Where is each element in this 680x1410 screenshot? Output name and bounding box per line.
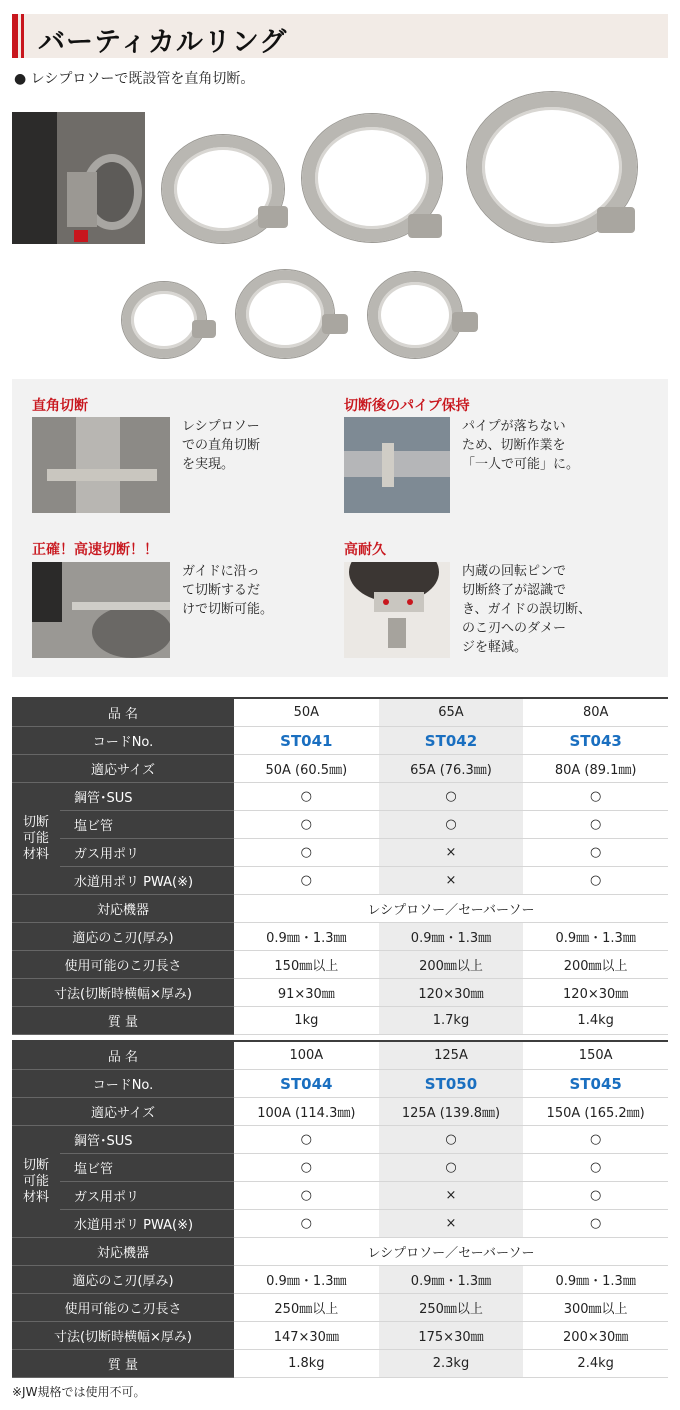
clamp-image xyxy=(408,214,442,238)
cell-name: 65A xyxy=(379,698,524,727)
subtitle: ● レシプロソーで既設管を直角切断。 xyxy=(14,71,255,87)
cell-blade-length: 200㎜以上 xyxy=(379,951,524,979)
cell-machine: レシプロソー／セーバーソー xyxy=(234,1238,668,1266)
cell-material: ○ xyxy=(234,811,379,839)
cell-blade-length: 200㎜以上 xyxy=(523,951,668,979)
feature-text-line: のこ刃へのダメー xyxy=(462,621,567,636)
cell-code: ST044 xyxy=(234,1070,379,1098)
cell-weight: 1.7kg xyxy=(379,1007,524,1035)
feature-text-line: パイプが落ちない xyxy=(462,419,566,434)
row-label-material: 鋼管･SUS xyxy=(60,1126,234,1154)
cell-material: ○ xyxy=(523,839,668,867)
row-label-material: 水道用ポリ PWA(※) xyxy=(60,1210,234,1238)
cell-material: ○ xyxy=(379,811,524,839)
row-label-name: 品 名 xyxy=(12,1041,234,1070)
table-row xyxy=(12,979,668,1007)
cell-code: ST050 xyxy=(379,1070,524,1098)
cell-material: × xyxy=(379,839,524,867)
group-label-line: 切断 xyxy=(22,814,49,830)
cell-dimension: 147×30㎜ xyxy=(234,1322,379,1350)
row-label-dimension: 寸法(切断時横幅×厚み) xyxy=(12,979,234,1007)
table-row xyxy=(12,698,668,727)
title-accent-bar-thin xyxy=(21,14,24,58)
table-row xyxy=(12,1182,668,1210)
group-label-line: 切断 xyxy=(22,1157,49,1173)
clamp-image xyxy=(192,320,216,338)
cell-material: × xyxy=(379,867,524,895)
table-row xyxy=(12,1098,668,1126)
title-accent-bar xyxy=(12,14,18,58)
footnote: ※JW規格では使用不可。 xyxy=(12,1385,146,1399)
cell-weight: 1.8kg xyxy=(234,1350,379,1378)
cell-material: ○ xyxy=(523,1154,668,1182)
feature-text-line: を実現。 xyxy=(182,457,235,472)
row-label-material: ガス用ポリ xyxy=(60,839,234,867)
feature-heading-durable: 高耐久 xyxy=(344,542,386,558)
cell-material: ○ xyxy=(523,867,668,895)
cell-weight: 2.3kg xyxy=(379,1350,524,1378)
table-row xyxy=(12,811,668,839)
clamp-image xyxy=(597,207,635,233)
cell-blade: 0.9㎜・1.3㎜ xyxy=(234,923,379,951)
cell-blade: 0.9㎜・1.3㎜ xyxy=(379,923,524,951)
row-group-material xyxy=(12,783,60,895)
row-label-machine: 対応機器 xyxy=(12,895,234,923)
title-bar xyxy=(12,14,668,58)
cell-name: 125A xyxy=(379,1041,524,1070)
cell-code: ST042 xyxy=(379,727,524,755)
clamp-image xyxy=(452,312,478,332)
row-label-size: 適応サイズ xyxy=(12,755,234,783)
table-row xyxy=(12,783,668,811)
cell-blade: 0.9㎜・1.3㎜ xyxy=(234,1266,379,1294)
cell-material: × xyxy=(379,1182,524,1210)
feature-text-line: ジを軽減。 xyxy=(462,640,528,655)
table-row xyxy=(12,1238,668,1266)
row-label-name: 品 名 xyxy=(12,698,234,727)
cell-name: 50A xyxy=(234,698,379,727)
table-row xyxy=(12,1070,668,1098)
feature-text-line: レシプロソー xyxy=(182,419,260,434)
cell-size: 150A (165.2㎜) xyxy=(523,1098,668,1126)
ring-100a-image xyxy=(368,272,462,358)
row-label-material: 塩ビ管 xyxy=(60,811,234,839)
cell-material: ○ xyxy=(523,811,668,839)
cell-dimension: 91×30㎜ xyxy=(234,979,379,1007)
row-label-machine: 対応機器 xyxy=(12,1238,234,1266)
clamp-image xyxy=(322,314,348,334)
row-label-material: 塩ビ管 xyxy=(60,1154,234,1182)
feature-text-pipe-hold xyxy=(462,417,579,474)
cell-name: 100A xyxy=(234,1041,379,1070)
feature-text-line: ため、切断作業を xyxy=(462,438,566,453)
cell-size: 100A (114.3㎜) xyxy=(234,1098,379,1126)
cell-name: 80A xyxy=(523,698,668,727)
cell-weight: 2.4kg xyxy=(523,1350,668,1378)
cell-material: ○ xyxy=(379,1126,524,1154)
feature-photo-right-angle xyxy=(32,417,170,513)
group-label-line: 材料 xyxy=(22,846,49,862)
table-row xyxy=(12,755,668,783)
page-title: バーティカルリング xyxy=(38,27,288,58)
row-label-blade-length: 使用可能のこ刃長さ xyxy=(12,1294,234,1322)
feature-heading-fast-cut: 正確！高速切断！！ xyxy=(32,542,158,558)
cell-material: ○ xyxy=(379,1154,524,1182)
cell-blade: 0.9㎜・1.3㎜ xyxy=(523,1266,668,1294)
spec-table-1 xyxy=(12,697,668,1035)
feature-text-line: て切断するだ xyxy=(182,583,261,598)
feature-photo-fast-cut xyxy=(32,562,170,658)
feature-photo-pipe-hold xyxy=(344,417,450,513)
cell-size: 50A (60.5㎜) xyxy=(234,755,379,783)
feature-text-line: での直角切断 xyxy=(182,438,261,453)
ring-65a-image xyxy=(236,270,334,358)
cell-material: ○ xyxy=(523,783,668,811)
cell-code: ST043 xyxy=(523,727,668,755)
row-label-material: 鋼管･SUS xyxy=(60,783,234,811)
cell-material: ○ xyxy=(234,839,379,867)
row-label-weight: 質 量 xyxy=(12,1350,234,1378)
cell-size: 125A (139.8㎜) xyxy=(379,1098,524,1126)
cell-material: ○ xyxy=(523,1210,668,1238)
cell-weight: 1kg xyxy=(234,1007,379,1035)
feature-text-right-angle xyxy=(182,417,260,474)
feature-text-line: 内蔵の回転ピンで xyxy=(462,564,567,579)
row-label-code: コードNo. xyxy=(12,1070,234,1098)
row-label-code: コードNo. xyxy=(12,727,234,755)
cell-material: ○ xyxy=(379,783,524,811)
cell-material: ○ xyxy=(234,867,379,895)
cell-material: ○ xyxy=(234,1126,379,1154)
usage-photo xyxy=(12,112,145,244)
cell-dimension: 120×30㎜ xyxy=(379,979,524,1007)
feature-text-fast-cut xyxy=(182,562,273,619)
feature-text-line: 「一人で可能」に。 xyxy=(462,457,580,472)
feature-text-line: き、ガイドの誤切断、 xyxy=(462,602,592,617)
table-row xyxy=(12,1041,668,1070)
features-panel xyxy=(12,379,668,677)
cell-blade-length: 250㎜以上 xyxy=(379,1294,524,1322)
cell-dimension: 200×30㎜ xyxy=(523,1322,668,1350)
table-row xyxy=(12,1294,668,1322)
row-label-size: 適応サイズ xyxy=(12,1098,234,1126)
cell-blade: 0.9㎜・1.3㎜ xyxy=(379,1266,524,1294)
table-row xyxy=(12,1007,668,1035)
cell-material: × xyxy=(379,1210,524,1238)
cell-material: ○ xyxy=(234,1154,379,1182)
feature-text-line: 切断終了が認識で xyxy=(462,583,567,598)
cell-material: ○ xyxy=(234,783,379,811)
row-label-blade: 適応のこ刃(厚み) xyxy=(12,1266,234,1294)
row-group-material xyxy=(12,1126,60,1238)
table-row xyxy=(12,1266,668,1294)
table-row xyxy=(12,1350,668,1378)
row-label-material: ガス用ポリ xyxy=(60,1182,234,1210)
cell-code: ST045 xyxy=(523,1070,668,1098)
cell-material: ○ xyxy=(523,1126,668,1154)
cell-blade-length: 150㎜以上 xyxy=(234,951,379,979)
feature-photo-durable xyxy=(344,562,450,658)
cell-blade-length: 250㎜以上 xyxy=(234,1294,379,1322)
cell-material: ○ xyxy=(523,1182,668,1210)
group-label-line: 材料 xyxy=(22,1189,49,1205)
table-row xyxy=(12,895,668,923)
table-row xyxy=(12,839,668,867)
cell-size: 65A (76.3㎜) xyxy=(379,755,524,783)
table-row xyxy=(12,867,668,895)
table-row xyxy=(12,1210,668,1238)
feature-heading-pipe-hold: 切断後のパイプ保持 xyxy=(344,398,470,414)
table-row xyxy=(12,923,668,951)
clamp-image xyxy=(258,206,288,228)
cell-machine: レシプロソー／セーバーソー xyxy=(234,895,668,923)
cell-material: ○ xyxy=(234,1210,379,1238)
feature-heading-right-angle: 直角切断 xyxy=(32,398,88,414)
group-label-line: 可能 xyxy=(22,830,49,846)
table-row xyxy=(12,1126,668,1154)
cell-blade-length: 300㎜以上 xyxy=(523,1294,668,1322)
table-row xyxy=(12,1322,668,1350)
row-label-dimension: 寸法(切断時横幅×厚み) xyxy=(12,1322,234,1350)
table-row xyxy=(12,727,668,755)
row-label-blade: 適応のこ刃(厚み) xyxy=(12,923,234,951)
spec-table-2 xyxy=(12,1040,668,1378)
cell-weight: 1.4kg xyxy=(523,1007,668,1035)
cell-name: 150A xyxy=(523,1041,668,1070)
feature-text-line: けで切断可能。 xyxy=(182,602,274,617)
row-label-material: 水道用ポリ PWA(※) xyxy=(60,867,234,895)
cell-dimension: 120×30㎜ xyxy=(523,979,668,1007)
table-row xyxy=(12,951,668,979)
product-photos xyxy=(12,92,668,367)
cell-size: 80A (89.1㎜) xyxy=(523,755,668,783)
table-row xyxy=(12,1154,668,1182)
feature-text-line: ガイドに沿っ xyxy=(182,564,260,579)
row-label-blade-length: 使用可能のこ刃長さ xyxy=(12,951,234,979)
cell-blade: 0.9㎜・1.3㎜ xyxy=(523,923,668,951)
cell-material: ○ xyxy=(234,1182,379,1210)
cell-code: ST041 xyxy=(234,727,379,755)
row-label-weight: 質 量 xyxy=(12,1007,234,1035)
cell-dimension: 175×30㎜ xyxy=(379,1322,524,1350)
group-label-line: 可能 xyxy=(22,1173,49,1189)
feature-text-durable xyxy=(462,562,591,657)
